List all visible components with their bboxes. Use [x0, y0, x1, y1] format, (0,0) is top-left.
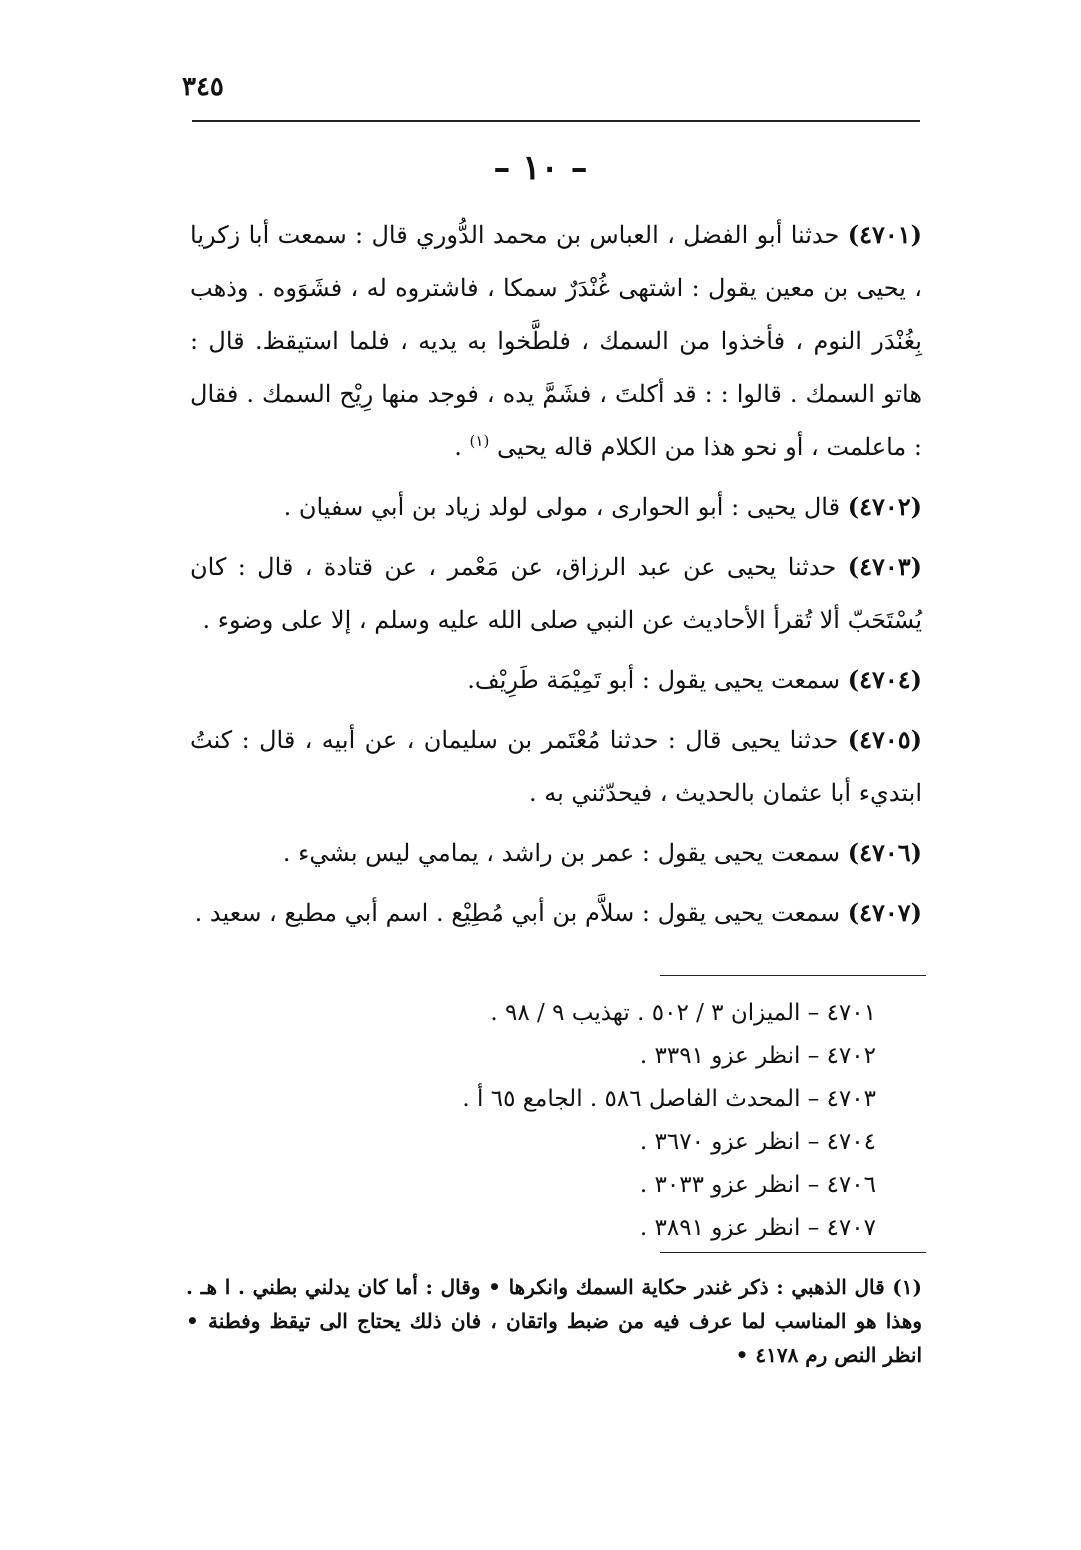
entry-number: (٤٧٠١)	[847, 220, 922, 249]
references-rule	[660, 975, 926, 976]
entry-text: حدثنا أبو الفضل ، العباس بن محمد الدُّوري قال : سمعت أبا زكريا ، يحيى بن معين يقول : اشتهى غُنْدَرٌ سمكا ، فاشتروه له ، فشَوَوه . وذهب بِغُنْدَر النوم ، فأخذوا من السمك ، فلطَّخوا به يديه ، فلما استيقظ. قال : هاتو السمك . قالوا : : قد أكلتَ ، فشَمَّ يده ، فوجد منها رِيْح السمك . فقال : ماعلمت ، أو نحو هذا من الكلام قاله يحيى	[190, 221, 922, 461]
reference-item: ٤٧٠٢ – انظر عزو ٣٣٩١ .	[639, 1043, 876, 1069]
page-number: ٣٤٥	[182, 72, 224, 102]
entry-4705	[190, 713, 922, 820]
entry-4707	[190, 886, 922, 940]
entry-number: (٤٧٠٤)	[847, 665, 922, 694]
reference-item: ٤٧٠٧ – انظر عزو ٣٨٩١ .	[639, 1215, 876, 1241]
entry-text: سمعت يحيى يقول : عمر بن راشد ، يمامي ليس بشيء .	[282, 839, 841, 867]
entry-text: حدثنا يحيى قال : حدثنا مُعْتَمر بن سليمان ، عن أبيه ، قال : كنتُ ابتديء أبا عثمان بالحديث ، فيحدّثني به .	[190, 726, 922, 807]
entry-text: حدثنا يحيى عن عبد الرزاق، عن مَعْمر ، عن قتادة ، قال : كان يُسْتَحَبّ ألا تُقرأ الأحاديث عن النبي صلى الله عليه وسلم ، إلا على وضوء .	[190, 553, 922, 634]
reference-item: ٤٧٠٤ – انظر عزو ٣٦٧٠ .	[639, 1129, 876, 1155]
entry-text: قال يحيى : أبو الحوارى ، مولى لولد زياد بن أبي سفيان .	[283, 493, 841, 521]
reference-item: ٤٧٠١ – الميزان ٣ / ٥٠٢ . تهذيب ٩ / ٩٨ .	[490, 1000, 876, 1026]
footnote-rule	[660, 1252, 926, 1253]
entry-number: (٤٧٠٢)	[847, 492, 922, 521]
reference-item: ٤٧٠٦ – انظر عزو ٣٠٣٣ .	[639, 1172, 876, 1198]
entry-4702	[190, 480, 922, 534]
main-text	[190, 208, 922, 940]
entry-number: (٤٧٠٧)	[847, 898, 922, 927]
entry-number: (٤٧٠٥)	[847, 725, 922, 754]
footnote-marker: (١)	[469, 432, 490, 450]
entry-number: (٤٧٠٣)	[847, 552, 922, 581]
footnote: (١) قال الذهبي : ذكر غندر حكاية السمك وانكرها • وقال : أما كان يدلني بطني . ا هـ . وهذا هو المناسب لما عرف فيه من ضبط واتقان ، فان ذلك يحتاج الى تيقظ وفطنة • انظر النص رم ٤١٧٨ •	[186, 1275, 922, 1367]
entry-end: .	[454, 433, 470, 461]
section-number: – ١٠ –	[493, 148, 588, 188]
entry-number: (٤٧٠٦)	[847, 838, 922, 867]
references-list	[462, 992, 876, 1250]
entry-4704	[190, 653, 922, 707]
header-rule	[192, 120, 920, 122]
entry-text: سمعت يحيى يقول : سلاَّم بن أبي مُطِيْع . اسم أبي مطيع ، سعيد .	[194, 899, 841, 927]
reference-item: ٤٧٠٣ – المحدث الفاصل ٥٨٦ . الجامع ٦٥ أ .	[462, 1086, 876, 1112]
entry-4703	[190, 540, 922, 647]
entry-4706	[190, 826, 922, 880]
entry-text: سمعت يحيى يقول : أبو تَمِيْمَة طَرِيْف.	[467, 666, 841, 694]
entry-4701	[190, 208, 922, 474]
